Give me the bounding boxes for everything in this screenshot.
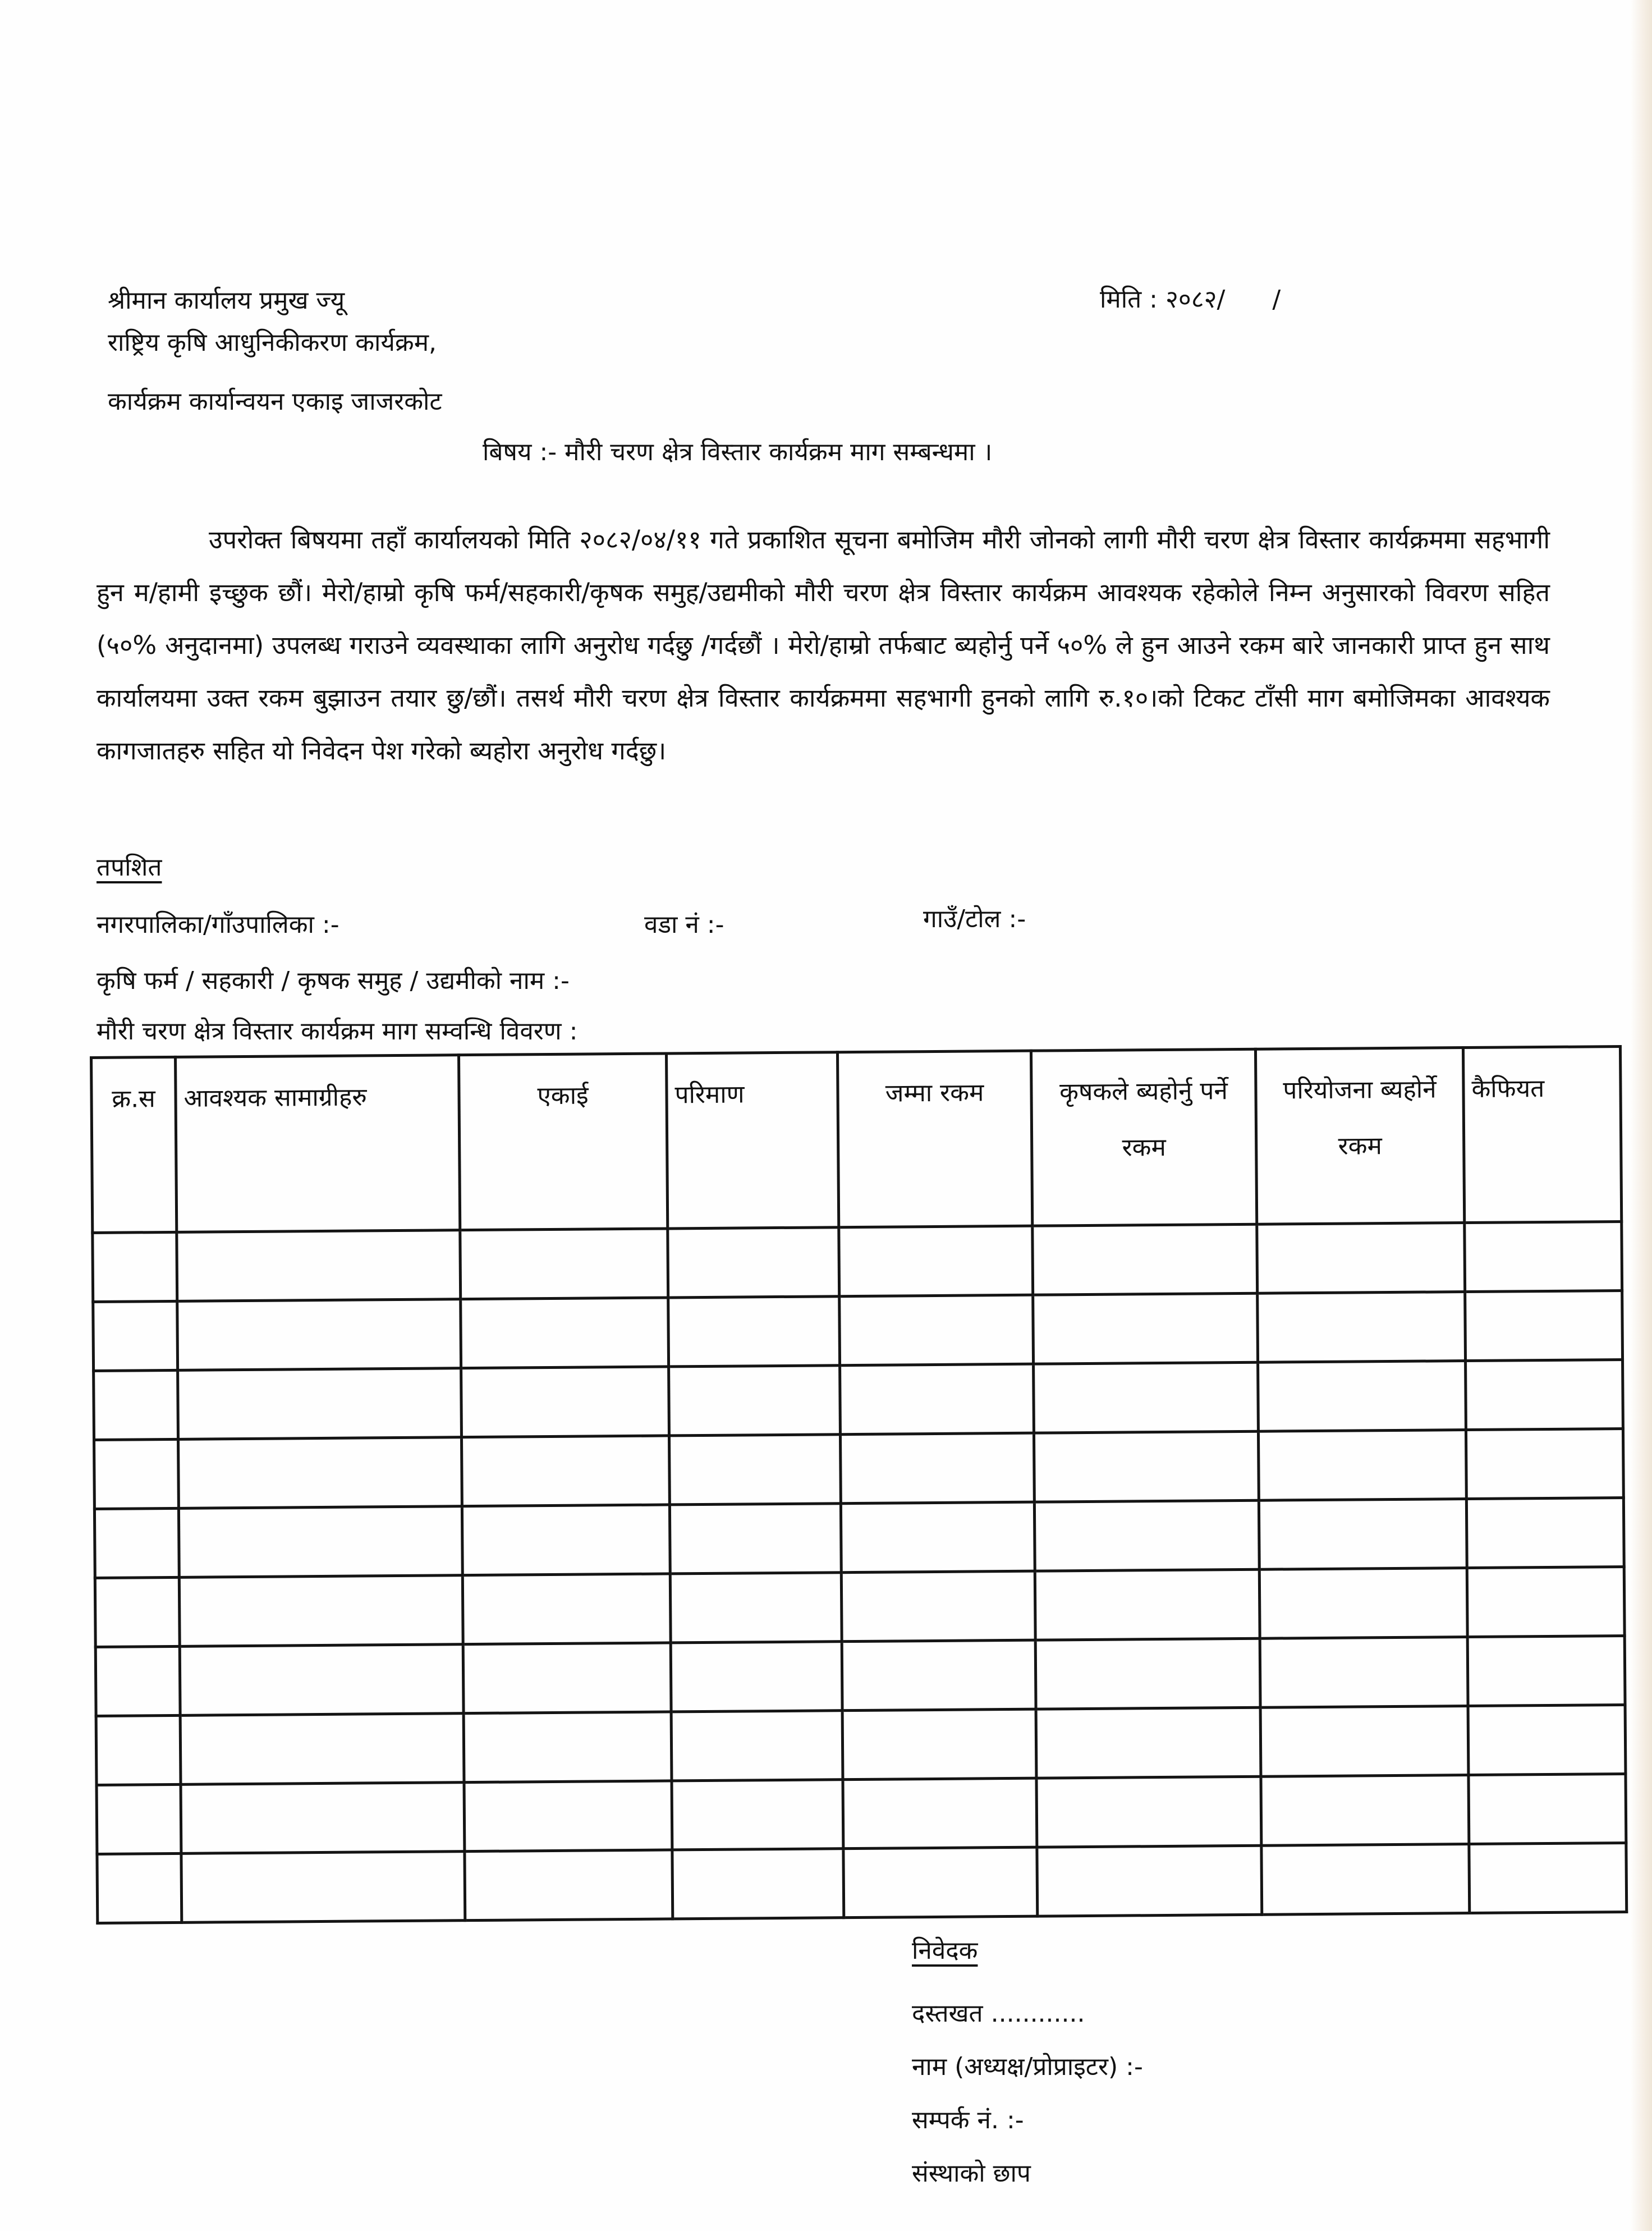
table-cell[interactable] [93,1301,178,1371]
table-cell[interactable] [94,1370,178,1440]
table-cell[interactable] [839,1295,1034,1366]
table-cell[interactable] [179,1575,463,1647]
col-header-required-materials: आवश्यक सामाग्रीहरु [176,1055,460,1233]
table-cell[interactable] [839,1226,1033,1297]
applicant-name-field[interactable]: नाम (अध्यक्ष/प्रोप्राइटर) :- [912,2053,1143,2081]
table-cell[interactable] [461,1298,669,1368]
table-cell[interactable] [97,1784,181,1854]
table-cell[interactable] [180,1644,464,1716]
signature-dots: ............ [990,1999,1085,2028]
applicant-heading: निवेदक [912,1936,978,1965]
table-cell[interactable] [464,1712,672,1783]
table-cell[interactable] [1034,1431,1259,1502]
village-tole-field[interactable]: गाउँ/टोल :- [923,905,1026,933]
table-cell[interactable] [180,1714,464,1785]
table-cell[interactable] [1036,1776,1261,1847]
table-cell[interactable] [1034,1500,1259,1571]
table-row [95,1566,1625,1647]
table-cell[interactable] [672,1780,843,1850]
table-cell[interactable] [841,1571,1035,1642]
table-cell[interactable] [1466,1359,1623,1430]
table-cell[interactable] [460,1229,668,1299]
table-cell[interactable] [669,1504,841,1574]
table-cell[interactable] [1035,1569,1260,1640]
table-row [97,1843,1627,1923]
table-cell[interactable] [672,1849,844,1919]
table-cell[interactable] [181,1783,465,1854]
table-cell[interactable] [1261,1844,1470,1915]
organization-seal-field[interactable]: संस्थाको छाप [912,2159,1031,2188]
table-cell[interactable] [1033,1293,1258,1364]
date-field[interactable] [1100,285,1281,315]
table-row [93,1290,1623,1371]
signature-field[interactable] [912,1995,1085,2029]
table-cell[interactable] [841,1502,1035,1573]
table-cell[interactable] [461,1367,669,1437]
table-cell[interactable] [1036,1707,1261,1778]
table-cell[interactable] [178,1506,462,1578]
table-cell[interactable] [462,1505,670,1575]
table-cell[interactable] [1259,1499,1467,1570]
table-cell[interactable] [669,1435,841,1505]
table-cell[interactable] [1465,1290,1623,1360]
table-cell[interactable] [465,1850,673,1921]
table-cell[interactable] [1468,1705,1626,1775]
table-row [96,1705,1626,1785]
table-cell[interactable] [461,1436,669,1506]
table-cell[interactable] [670,1573,842,1643]
table-cell[interactable] [463,1643,671,1714]
table-cell[interactable] [1257,1223,1465,1294]
table-cell[interactable] [1467,1636,1625,1706]
table-cell[interactable] [181,1852,465,1923]
municipality-field[interactable]: नगरपालिका/गाँउपालिका :- [97,910,339,939]
subject-line: बिषय :- मौरी चरण क्षेत्र विस्तार कार्यक्रम माग सम्बन्धमा । [483,438,993,466]
date-separator: / [1272,285,1281,314]
table-cell[interactable] [840,1364,1034,1435]
table-cell[interactable] [1467,1566,1625,1637]
table-cell[interactable] [842,1709,1036,1780]
table-row [95,1636,1625,1716]
table-row [94,1359,1623,1440]
table-cell[interactable] [1260,1637,1468,1708]
table-row [94,1428,1624,1509]
col-header-project-share: परियोजना ब्यहोर्ने रकम [1255,1048,1464,1225]
table-row [93,1221,1622,1302]
contact-number-field[interactable]: सम्पर्क नं. :- [912,2106,1024,2134]
date-label: मिति : [1100,285,1158,314]
signature-label: दस्तखत [912,1999,983,2028]
col-header-remarks: कैफियत [1463,1047,1621,1223]
table-cell[interactable] [1261,1775,1469,1846]
table-cell[interactable] [95,1646,180,1716]
demand-details-table [90,1045,1628,1925]
table-cell[interactable] [94,1439,179,1509]
table-cell[interactable] [1466,1497,1624,1568]
table-header-row [91,1047,1622,1233]
table-cell[interactable] [1258,1292,1466,1363]
table-cell[interactable] [1465,1221,1622,1291]
table-cell[interactable] [843,1778,1037,1849]
organization-name-field[interactable]: कृषि फर्म / सहकारी / कृषक समुह / उद्यमीको नाम :- [97,966,570,995]
table-body [93,1221,1627,1923]
addressee-line-3: कार्यक्रम कार्यान्वयन एकाइ जाजरकोट [108,387,442,416]
table-cell[interactable] [1037,1845,1262,1916]
table-cell[interactable] [462,1574,671,1644]
table-title: मौरी चरण क्षेत्र विस्तार कार्यक्रम माग सम्वन्धि विवरण : [97,1017,578,1046]
col-header-unit: एकाई [459,1053,668,1230]
col-header-total-amount: जम्मा रकम [837,1051,1032,1227]
table-cell[interactable] [464,1781,672,1852]
table-cell[interactable] [1034,1362,1259,1433]
table-cell[interactable] [669,1366,841,1436]
table-cell[interactable] [95,1577,180,1647]
table-row [94,1497,1624,1578]
table-row [97,1774,1626,1854]
table-cell[interactable] [178,1368,462,1440]
ward-number-field[interactable]: वडा नं :- [644,910,724,939]
body-text: उपरोक्त बिषयमा तहाँ कार्यालयको मिति २०८२/०४/११ गते प्रकाशित सूचना बमोजिम मौरी जोनको लागी मौरी चरण क्षेत्र विस्तार कार्यक्रममा सहभागी हुन म/हामी इच्छुक छौं। मेरो/हाम्रो कृषि फर्म/सहकारी/कृषक समुह/उद्यमीको मौरी चरण क्षेत्र विस्तार कार्यक्रम आवश्यक रहेकोले निम्न अनुसारको विवरण सहित (५०% अनुदानमा) उपलब्ध गराउने व्यवस्थाका लागि अनुरोध गर्दछु /गर्दछौं । मेरो/हाम्रो तर्फबाट ब्यहोर्नु पर्ने ५०% ले हुन आउने रकम बारे जानकारी प्राप्त हुन साथ कार्यालयमा उक्त रकम बुझाउन तयार छु/छौं। तसर्थ मौरी चरण क्षेत्र विस्तार कार्यक्रममा सहभागी हुनको लागि रु.१०।को टिकट टाँसी माग बमोजिमका आवश्यक कागजातहरु सहित यो निवेदन पेश गरेको ब्यहोरा अनुरोध गर्दछु। [97,525,1550,766]
col-header-quantity: परिमाण [666,1052,838,1229]
table-cell[interactable] [177,1230,461,1302]
table-cell[interactable] [840,1433,1034,1504]
table-cell[interactable] [1259,1568,1467,1639]
table-cell[interactable] [1032,1224,1258,1295]
table-cell[interactable] [843,1847,1038,1918]
table-cell[interactable] [94,1508,179,1578]
table-cell[interactable] [1260,1706,1469,1777]
table-cell[interactable] [668,1227,839,1298]
addressee-line-1: श्रीमान कार्यालय प्रमुख ज्यू [108,286,345,315]
table-cell[interactable] [177,1299,461,1371]
date-value: २०८२/ [1165,285,1226,314]
table-cell[interactable] [1258,1361,1466,1432]
table-cell[interactable] [668,1297,840,1367]
table-cell[interactable] [671,1711,843,1781]
table-cell[interactable] [842,1640,1036,1711]
table-cell[interactable] [97,1853,182,1923]
table-cell[interactable] [93,1232,177,1302]
table-cell[interactable] [178,1437,462,1509]
col-header-farmer-share: कृषकले ब्यहोर्नु पर्ने रकम [1031,1049,1256,1226]
table-cell[interactable] [1035,1638,1260,1709]
body-paragraph [97,514,1550,777]
table-cell[interactable] [1469,1774,1626,1844]
table-cell[interactable] [1258,1430,1466,1501]
table-cell[interactable] [1466,1428,1623,1499]
addressee-line-2: राष्ट्रिय कृषि आधुनिकीकरण कार्यक्रम, [108,328,437,357]
table-cell[interactable] [671,1642,842,1712]
col-header-serial: क्र.स [91,1057,177,1233]
paper-edge [1630,0,1652,2231]
table-cell[interactable] [96,1715,181,1785]
table-cell[interactable] [1469,1843,1627,1913]
details-heading: तपशित [97,853,162,882]
